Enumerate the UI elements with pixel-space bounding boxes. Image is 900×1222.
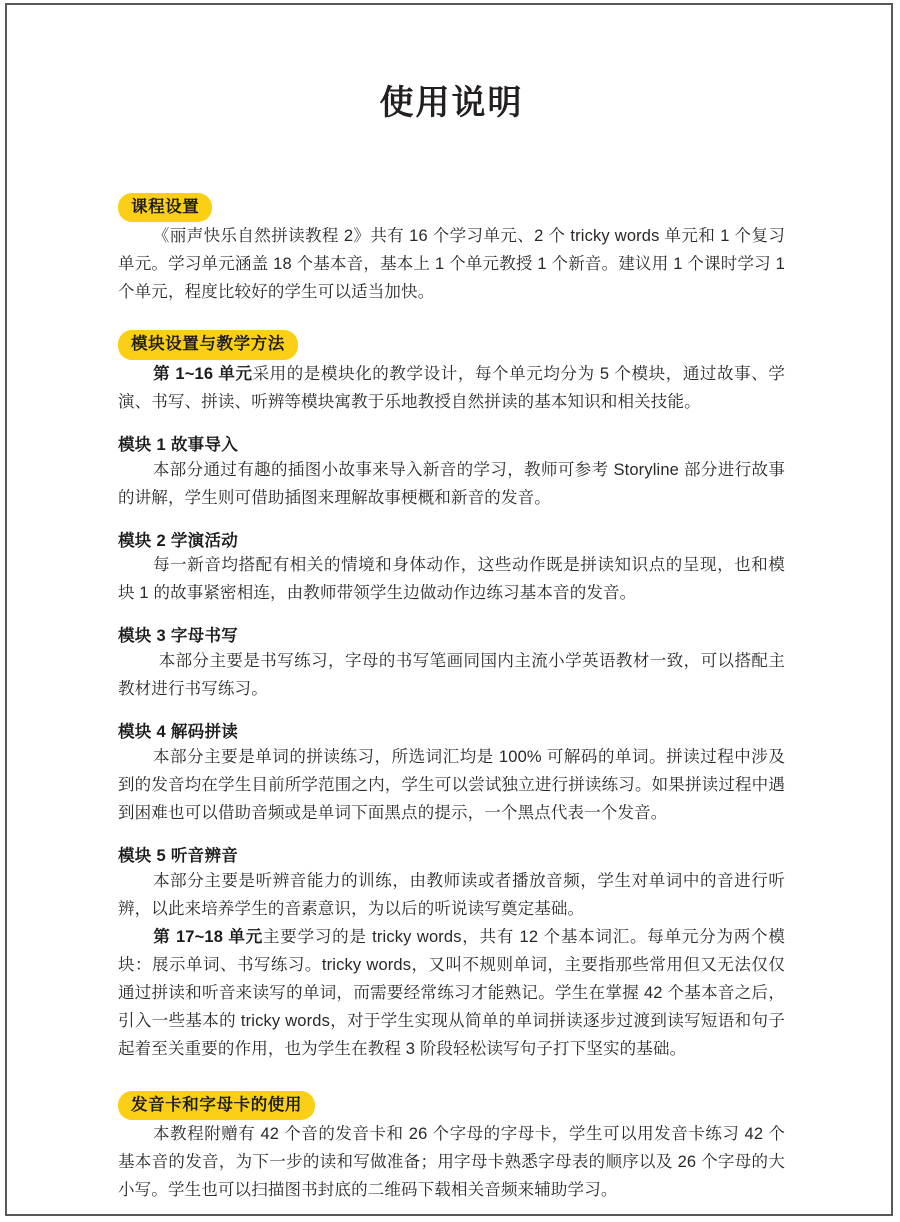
paragraph-units-17-18 xyxy=(118,923,785,1063)
document-content xyxy=(118,0,785,1204)
paragraph-module-5 xyxy=(118,867,785,923)
paragraph-module-setup xyxy=(118,360,785,416)
heading-module-3: 模块 3 字母书写 xyxy=(118,627,239,646)
heading-module-2: 模块 2 学演活动 xyxy=(118,531,239,550)
paragraph-module-1 xyxy=(118,456,785,512)
badge-label-module-setup: 模块设置与教学方法 xyxy=(118,330,298,360)
section-badge-cards-usage xyxy=(118,1091,785,1121)
paragraph-module-2 xyxy=(118,551,785,607)
heading-module-1: 模块 1 故事导入 xyxy=(118,435,239,454)
paragraph-text-module-5: 本部分主要是听辨音能力的训练，由教师读或者播放音频，学生对单词中的音进行听辨，以此来培养学生的音素意识，为以后的听说读写奠定基础。 xyxy=(118,871,785,918)
paragraph-text-module-2: 每一新音均搭配有相关的情境和身体动作，这些动作既是拼读知识点的呈现，也和模块 1 的故事紧密相连，由教师带领学生边做动作边练习基本音的发音。 xyxy=(118,556,785,603)
paragraph-module-4 xyxy=(118,743,785,827)
lead-units-1-16: 第 1~16 单元 xyxy=(152,364,253,383)
paragraph-text-module-4: 本部分主要是单词的拼读练习，所选词汇均是 100% 可解码的单词。拼读过程中涉及到的发音均在学生目前所学范围之内，学生可以尝试独立进行拼读练习。如果拼读过程中遇到困难也可以借助音频或是单词下面黑点的提示，一个黑点代表一个发音。 xyxy=(118,747,785,822)
badge-label-course-setup: 课程设置 xyxy=(118,193,212,223)
paragraph-text-units-17-18: 主要学习的是 tricky words，共有 12 个基本词汇。每单元分为两个模块：展示单词、书写练习。tricky words，又叫不规则单词，主要指那些常用但又无法仅仅通过拼读和听音来读写的单词，而需要经常练习才能熟记。学生在掌握 42 个基本音之后，引入一些基本的 tricky words，对于学生实现从简单的单词拼读逐步过渡到读写短语和句子起着至关重要的作用，也为学生在教程 3 阶段轻松读写句子打下坚实的基础。 xyxy=(118,927,785,1058)
section-badge-course-setup xyxy=(118,193,785,223)
heading-module-5: 模块 5 听音辨音 xyxy=(118,846,239,865)
paragraph-text-course-setup: 《丽声快乐自然拼读教程 2》共有 16 个学习单元、2 个 tricky words 单元和 1 个复习单元。学习单元涵盖 18 个基本音，基本上 1 个单元教授 1 个新音。建议用 1 个课时学习 1 个单元，程度比较好的学生可以适当加快。 xyxy=(118,227,785,302)
paragraph-text-module-setup: 采用的是模块化的教学设计，每个单元均分为 5 个模块，通过故事、学演、书写、拼读、听辨等模块寓教于乐地教授自然拼读的基本知识和相关技能。 xyxy=(118,364,785,411)
paragraph-module-3 xyxy=(118,647,785,703)
paragraph-text-cards-usage: 本教程附赠有 42 个音的发音卡和 26 个字母的字母卡，学生可以用发音卡练习 42 个基本音的发音，为下一步的读和写做准备；用字母卡熟悉字母表的顺序以及 26 个字母的大小写。学生也可以扫描图书封底的二维码下载相关音频来辅助学习。 xyxy=(118,1125,785,1200)
paragraph-course-setup xyxy=(118,222,785,306)
section-badge-module-setup xyxy=(118,330,785,360)
heading-module-4: 模块 4 解码拼读 xyxy=(118,723,239,742)
paragraph-cards-usage xyxy=(118,1120,785,1204)
paragraph-text-module-1: 本部分通过有趣的插图小故事来导入新音的学习，教师可参考 Storyline 部分进行故事的讲解，学生则可借助插图来理解故事梗概和新音的发音。 xyxy=(118,460,785,507)
paragraph-text-module-3: 本部分主要是书写练习，字母的书写笔画同国内主流小学英语教材一致，可以搭配主教材进行书写练习。 xyxy=(118,652,785,699)
badge-label-cards-usage: 发音卡和字母卡的使用 xyxy=(118,1091,315,1121)
page-title: 使用说明 xyxy=(379,85,524,122)
lead-units-17-18: 第 17~18 单元 xyxy=(152,927,263,946)
